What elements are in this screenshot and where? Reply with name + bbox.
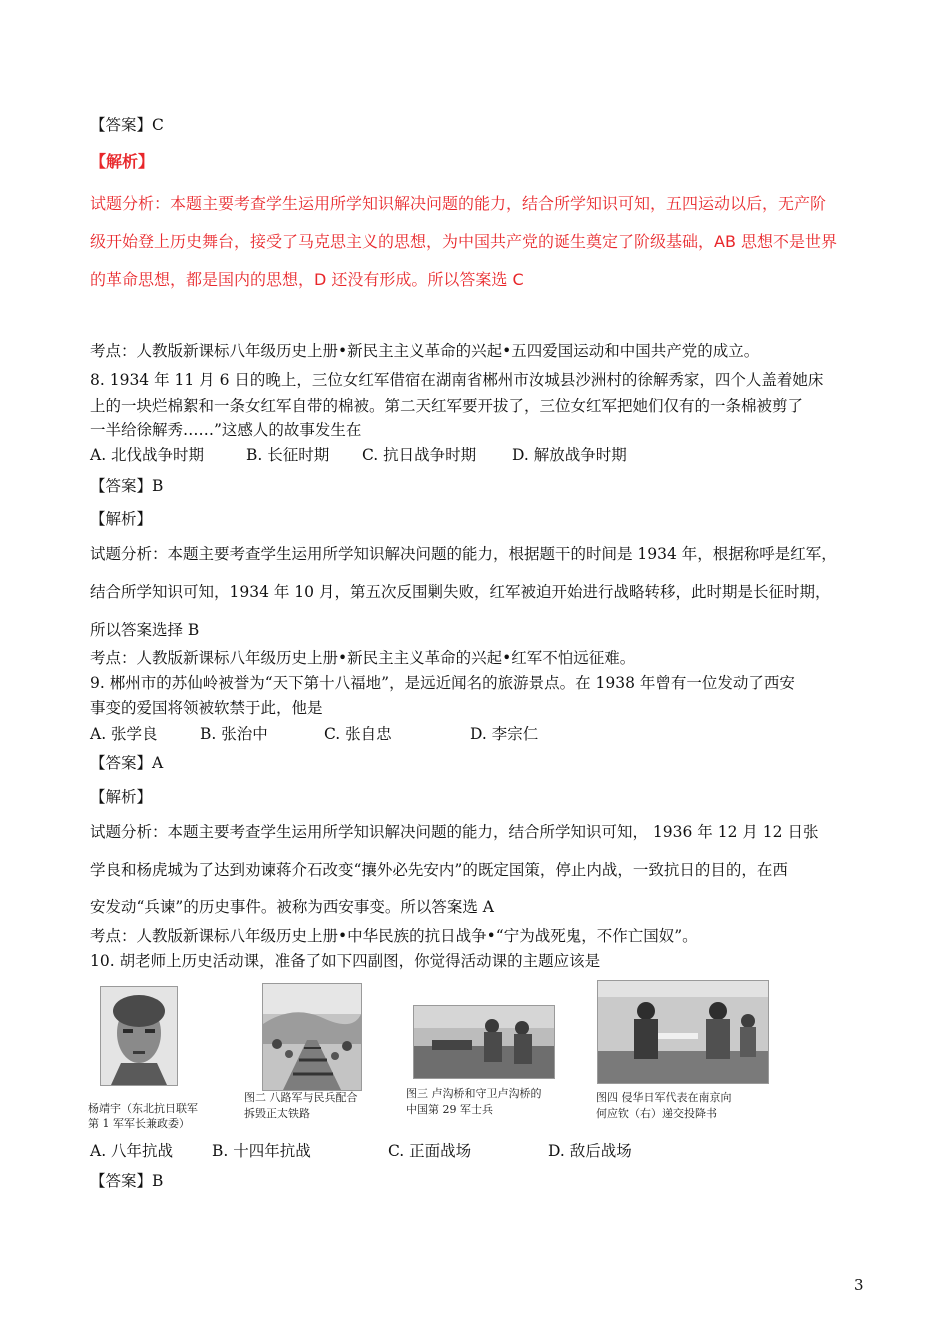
q10-caption-4-line-1: 图四 侵华日军代表在南京向 xyxy=(596,1091,732,1104)
q9-analysis-line-2: 学良和杨虎城为了达到劝谏蒋介石改变“攘外必先安内”的既定国策，停止内战，一致抗日的目的，在西 xyxy=(90,861,788,879)
q10-figure-1-portrait xyxy=(100,986,178,1086)
q10-caption-1-line-2: 第 1 军军长兼政委） xyxy=(88,1117,190,1130)
q10-caption-1-line-1: 杨靖宇（东北抗日联军 xyxy=(88,1102,198,1115)
q9-analysis-line-1: 试题分析：本题主要考查学生运用所学知识解决问题的能力，结合所学知识可知， 1936 年 12 月 12 日张 xyxy=(90,823,819,841)
q7-analysis-line-3: 的革命思想，都是国内的思想，D 还没有形成。所以答案选 C xyxy=(90,270,524,289)
q10-figure-3-soldiers xyxy=(413,1005,555,1079)
q10-option-d: D. 敌后战场 xyxy=(548,1142,632,1160)
q9-kaodian: 考点：人教版新课标八年级历史上册•中华民族的抗日战争•“宁为战死鬼，不作亡国奴”。 xyxy=(90,927,698,945)
q10-caption-2-line-1: 图二 八路军与民兵配合 xyxy=(244,1091,358,1104)
q7-analysis-line-1: 试题分析：本题主要考查学生运用所学知识解决问题的能力，结合所学知识可知，五四运动以后，无产阶 xyxy=(90,194,827,213)
q8-analysis-line-3: 所以答案选择 B xyxy=(90,621,200,639)
q9-option-c: C. 张自忠 xyxy=(324,725,392,743)
q9-options xyxy=(90,724,538,744)
q10-figure-2-railway xyxy=(262,983,362,1091)
portrait-image xyxy=(101,987,177,1085)
q10-option-a: A. 八年抗战 xyxy=(90,1142,174,1160)
page-number: 3 xyxy=(854,1276,864,1294)
q7-analysis-label: 【解析】 xyxy=(90,152,155,171)
q7-kaodian: 考点：人教版新课标八年级历史上册•新民主主义革命的兴起•五四爱国运动和中国共产党的成立。 xyxy=(90,342,760,360)
q8-stem-line-2: 上的一块烂棉絮和一条女红军自带的棉被。第二天红军要开拔了，三位女红军把她们仅有的一条棉被剪了 xyxy=(90,397,804,415)
q8-options xyxy=(90,445,627,465)
q8-stem-line-1: 8. 1934 年 11 月 6 日的晚上，三位女红军借宿在湖南省郴州市汝城县沙洲村的徐解秀家，四个人盖着她床 xyxy=(90,371,824,389)
q8-kaodian: 考点：人教版新课标八年级历史上册•新民主主义革命的兴起•红军不怕远征难。 xyxy=(90,649,636,667)
q9-answer: 【答案】A xyxy=(90,754,164,772)
q8-option-d: D. 解放战争时期 xyxy=(512,446,627,464)
q10-answer: 【答案】B xyxy=(90,1172,164,1190)
railway-photo xyxy=(263,984,361,1090)
q9-option-b: B. 张治中 xyxy=(200,725,268,743)
q9-option-a: A. 张学良 xyxy=(90,725,158,743)
q9-analysis-line-3: 安发动“兵谏”的历史事件。被称为西安事变。所以答案选 A xyxy=(90,898,494,916)
q9-option-d: D. 李宗仁 xyxy=(470,725,539,743)
q7-analysis-line-2: 级开始登上历史舞台，接受了马克思主义的思想，为中国共产党的诞生奠定了阶级基础，AB 思想不是世界 xyxy=(90,232,838,251)
q8-answer: 【答案】B xyxy=(90,477,164,495)
q10-options xyxy=(90,1141,632,1161)
q9-stem-line-2: 事变的爱国将领被软禁于此，他是 xyxy=(90,699,323,717)
q8-stem-line-3: 一半给徐解秀……”这感人的故事发生在 xyxy=(90,421,362,439)
q7-answer: 【答案】C xyxy=(90,116,164,134)
q10-caption-3-line-2: 中国第 29 军士兵 xyxy=(406,1103,493,1116)
q10-figure-4-surrender xyxy=(597,980,769,1084)
soldiers-photo xyxy=(414,1006,554,1078)
q10-option-b: B. 十四年抗战 xyxy=(212,1142,311,1160)
q8-option-c: C. 抗日战争时期 xyxy=(362,446,477,464)
q8-analysis-line-1: 试题分析：本题主要考查学生运用所学知识解决问题的能力，根据题干的时间是 1934 年，根据称呼是红军， xyxy=(90,545,837,563)
q10-caption-2-line-2: 拆毁正太铁路 xyxy=(244,1107,310,1120)
q10-caption-3-line-1: 图三 卢沟桥和守卫卢沟桥的 xyxy=(406,1087,542,1100)
q9-stem-line-1: 9. 郴州市的苏仙岭被誉为“天下第十八福地”，是远近闻名的旅游景点。在 1938 年曾有一位发动了西安 xyxy=(90,674,795,692)
q8-option-a: A. 北伐战争时期 xyxy=(90,446,205,464)
q10-stem: 10. 胡老师上历史活动课，准备了如下四副图，你觉得活动课的主题应该是 xyxy=(90,952,601,970)
q8-analysis-line-2: 结合所学知识可知，1934 年 10 月，第五次反围剿失败，红军被迫开始进行战略转移，此时期是长征时期， xyxy=(90,583,831,601)
surrender-photo xyxy=(598,981,768,1083)
q9-analysis-label: 【解析】 xyxy=(90,788,153,806)
q10-option-c: C. 正面战场 xyxy=(388,1142,472,1160)
q8-analysis-label: 【解析】 xyxy=(90,510,153,528)
q10-caption-4-line-2: 何应钦（右）递交投降书 xyxy=(596,1107,717,1120)
q8-option-b: B. 长征时期 xyxy=(246,446,330,464)
